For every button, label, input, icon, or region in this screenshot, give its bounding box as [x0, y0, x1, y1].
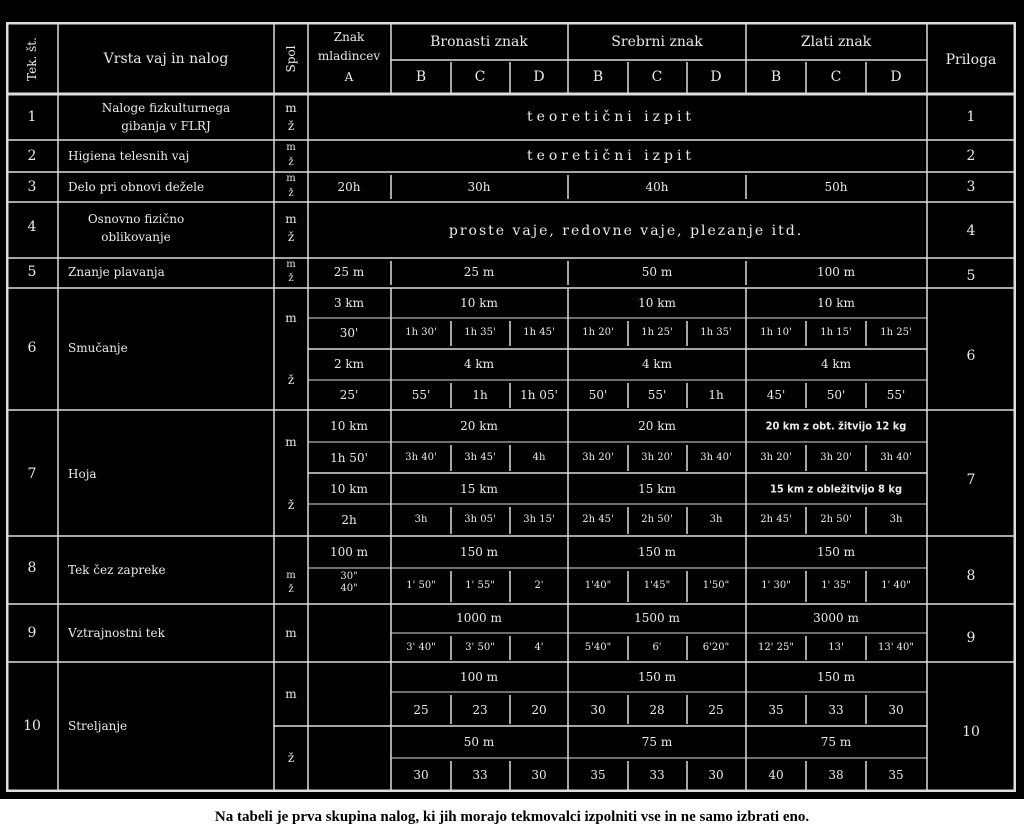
time-value: 3' 50" [465, 642, 495, 653]
time-value: 6' [652, 642, 662, 653]
bronasti-distance: 20 km [460, 419, 498, 433]
gender-label: ž [288, 188, 294, 199]
time-value: 1h 15' [820, 327, 852, 338]
time-value: 3h [889, 514, 903, 525]
zlati-distance: 150 m [816, 545, 856, 559]
score-value: 35 [590, 768, 606, 782]
bronasti-distance: 15 km [460, 482, 498, 496]
header-zlati: Zlati znak [800, 34, 872, 50]
grade-label: B [592, 69, 604, 85]
time-value: 5'40" [584, 642, 612, 653]
row-number: 1 [27, 109, 37, 125]
priloga-number: 4 [966, 223, 976, 239]
time-value: 2' [534, 580, 544, 591]
row-number: 7 [27, 466, 37, 482]
gender-label: m [285, 687, 297, 701]
grade-label: B [415, 69, 427, 85]
srebrni-distance: 1500 m [634, 611, 680, 625]
znak-a-value: 100 m [329, 545, 369, 559]
znak-a-value: 25 m [333, 265, 365, 279]
bronasti-distance: 50 m [463, 735, 495, 749]
score-value: 33 [828, 703, 844, 717]
time-value: 3h 20' [760, 452, 792, 463]
priloga-number: 2 [966, 148, 976, 164]
time-value: 3h 20' [641, 452, 673, 463]
znak-a-value: 3 km [333, 296, 365, 310]
row-number: 6 [27, 340, 37, 356]
grade-label: B [770, 69, 782, 85]
time-value: 3h 40' [700, 452, 732, 463]
time-value: 50' [826, 388, 846, 402]
zlati-distance: 75 m [820, 735, 852, 749]
score-value: 20 [531, 703, 547, 717]
zlati-value: 50h [824, 180, 848, 194]
gender-label: ž [288, 584, 294, 595]
bronasti-distance: 150 m [459, 545, 499, 559]
priloga-number: 9 [966, 630, 976, 646]
zlati-distance: 3000 m [813, 611, 859, 625]
score-value: 25 [708, 703, 724, 717]
bronasti-value: 30h [467, 180, 491, 194]
task-name: Delo pri obnovi dežele [68, 180, 205, 194]
time-value: 1h 30' [405, 327, 437, 338]
srebrni-distance: 15 km [638, 482, 676, 496]
time-value: 1h [708, 388, 724, 402]
gender-label: m [285, 626, 297, 640]
row-number: 5 [27, 264, 37, 280]
gender-label: m [286, 173, 296, 184]
span-text: proste vaje, redovne vaje, plezanje itd. [448, 223, 804, 239]
time-value: 3h 40' [405, 452, 437, 463]
task-name: Znanje plavanja [68, 265, 165, 279]
time-value: 2h 45' [760, 514, 792, 525]
time-value: 4' [534, 642, 544, 653]
score-value: 33 [649, 768, 665, 782]
gender-label: m [285, 101, 297, 115]
header-znak-a-3: A [344, 70, 354, 84]
time-value: 1'50" [702, 580, 730, 591]
time-value: 13' 40" [878, 642, 914, 653]
znak-a-value: 30' [339, 326, 359, 340]
znak-a-value: 2 km [333, 357, 365, 371]
header-bronasti: Bronasti znak [430, 34, 528, 50]
score-value: 40 [768, 768, 784, 782]
time-value: 50' [588, 388, 608, 402]
span-text: teoretični izpit [526, 148, 696, 164]
gender-label: ž [287, 751, 295, 765]
priloga-number: 10 [962, 724, 980, 740]
time-value: 2h 50' [820, 514, 852, 525]
time-value: 1h 25' [641, 327, 673, 338]
bronasti-distance: 4 km [463, 357, 495, 371]
gender-label: m [286, 259, 296, 270]
score-value: 30 [590, 703, 606, 717]
time-value: 3' 40" [406, 642, 436, 653]
time-value: 6'20" [702, 642, 730, 653]
fitness-badge-table [6, 22, 1016, 792]
task-name: Hoja [68, 467, 97, 481]
span-text: teoretični izpit [526, 109, 696, 125]
row-number: 3 [27, 179, 37, 195]
znak-a-value: 40" [340, 583, 358, 594]
time-value: 1' 30" [761, 580, 791, 591]
time-value: 1'45" [643, 580, 671, 591]
gender-label: m [285, 311, 297, 325]
gender-label: m [285, 435, 297, 449]
gender-label: ž [287, 119, 295, 133]
srebrni-value: 40h [645, 180, 669, 194]
zlati-distance: 15 km z obležitvijo 8 kg [769, 482, 903, 496]
score-value: 28 [649, 703, 665, 717]
task-name: gibanja v FLRJ [121, 119, 211, 133]
header-tek-st: Tek. št. [25, 37, 39, 81]
bronasti-distance: 1000 m [456, 611, 502, 625]
znak-a-value: 30" [340, 571, 358, 582]
score-value: 30 [708, 768, 724, 782]
task-name: Tek čez zapreke [68, 563, 166, 577]
znak-a-value: 10 km [330, 482, 368, 496]
priloga-number: 7 [966, 472, 976, 488]
score-value: 30 [531, 768, 547, 782]
score-value: 38 [828, 768, 844, 782]
priloga-number: 8 [966, 568, 976, 584]
task-name: Vztrajnostni tek [68, 626, 165, 640]
srebrni-distance: 4 km [641, 357, 673, 371]
gender-label: ž [288, 273, 294, 284]
task-name: Naloge fizkulturnega [101, 101, 231, 115]
header-spol: Spol [284, 45, 298, 73]
time-value: 1h 20' [582, 327, 614, 338]
grade-label: C [474, 69, 486, 85]
grade-label: D [710, 69, 722, 85]
priloga-number: 5 [966, 268, 976, 284]
score-value: 33 [472, 768, 488, 782]
time-value: 55' [886, 388, 906, 402]
time-value: 1h 45' [523, 327, 555, 338]
score-value: 30 [888, 703, 904, 717]
time-value: 45' [766, 388, 786, 402]
time-value: 1h 25' [880, 327, 912, 338]
time-value: 1' 50" [406, 580, 436, 591]
time-value: 3h 20' [820, 452, 852, 463]
table-caption: Na tabeli je prva skupina nalog, ki jih morajo tekmovalci izpolniti vse in ne samo izbrati eno. [0, 799, 1024, 836]
time-value: 3h [414, 514, 428, 525]
znak-a-value: 2h [341, 513, 357, 527]
gender-label: ž [287, 373, 295, 387]
grade-label: C [651, 69, 663, 85]
gender-label: m [286, 142, 296, 153]
zlati-distance: 10 km [817, 296, 855, 310]
srebrni-value: 50 m [641, 265, 673, 279]
row-number: 4 [27, 219, 37, 235]
time-value: 3h 05' [464, 514, 496, 525]
task-name: Osnovno fizično [87, 212, 185, 226]
row-number: 2 [27, 148, 37, 164]
time-value: 1' 55" [465, 580, 495, 591]
task-name: Smučanje [68, 341, 128, 355]
time-value: 13' [828, 642, 844, 653]
time-value: 3h 20' [582, 452, 614, 463]
srebrni-distance: 150 m [637, 545, 677, 559]
time-value: 4h [532, 452, 546, 463]
row-number: 8 [27, 560, 37, 576]
znak-a-value: 25' [339, 388, 359, 402]
time-value: 55' [411, 388, 431, 402]
priloga-number: 1 [966, 109, 976, 125]
time-value: 1h 10' [760, 327, 792, 338]
time-value: 2h 45' [582, 514, 614, 525]
bronasti-distance: 10 km [460, 296, 498, 310]
znak-a-value: 10 km [330, 419, 368, 433]
time-value: 3h 45' [464, 452, 496, 463]
grade-label: D [890, 69, 902, 85]
gender-label: ž [288, 157, 294, 168]
srebrni-distance: 75 m [641, 735, 673, 749]
bronasti-distance: 100 m [459, 670, 499, 684]
task-name: Higiena telesnih vaj [68, 149, 190, 163]
table-grid [6, 22, 1016, 792]
time-value: 3h [709, 514, 723, 525]
zlati-distance: 150 m [816, 670, 856, 684]
score-value: 35 [888, 768, 904, 782]
time-value: 55' [647, 388, 667, 402]
znak-a-value: 1h 50' [330, 451, 368, 465]
time-value: 1' 35" [821, 580, 851, 591]
time-value: 2h 50' [641, 514, 673, 525]
gender-label: ž [287, 498, 295, 512]
score-value: 35 [768, 703, 784, 717]
header-srebrni: Srebrni znak [611, 34, 703, 50]
gender-label: m [285, 212, 297, 226]
gender-label: m [286, 570, 296, 581]
grade-label: D [533, 69, 545, 85]
znak-a-value: 20h [337, 180, 361, 194]
time-value: 1' 40" [881, 580, 911, 591]
time-value: 1h 35' [700, 327, 732, 338]
zlati-distance: 4 km [820, 357, 852, 371]
srebrni-distance: 10 km [638, 296, 676, 310]
task-name: Streljanje [68, 719, 128, 733]
zlati-value: 100 m [816, 265, 856, 279]
time-value: 3h 15' [523, 514, 555, 525]
score-value: 25 [413, 703, 429, 717]
header-znak-a-1: Znak [333, 30, 365, 44]
task-name: oblikovanje [101, 230, 171, 244]
priloga-number: 3 [966, 179, 976, 195]
time-value: 3h 40' [880, 452, 912, 463]
time-value: 12' 25" [758, 642, 794, 653]
priloga-number: 6 [966, 348, 976, 364]
time-value: 1h 35' [464, 327, 496, 338]
gender-label: ž [287, 230, 295, 244]
header-vrsta: Vrsta vaj in nalog [103, 51, 229, 67]
grade-label: C [830, 69, 842, 85]
time-value: 1h 05' [520, 388, 558, 402]
time-value: 1'40" [584, 580, 612, 591]
bronasti-value: 25 m [463, 265, 495, 279]
row-number: 9 [27, 625, 37, 641]
srebrni-distance: 150 m [637, 670, 677, 684]
row-number: 10 [23, 718, 41, 734]
score-value: 23 [472, 703, 488, 717]
zlati-distance: 20 km z obt. žitvijo 12 kg [765, 419, 907, 433]
srebrni-distance: 20 km [638, 419, 676, 433]
time-value: 1h [472, 388, 488, 402]
header-priloga: Priloga [945, 52, 997, 68]
header-znak-a-2: mladincev [317, 49, 381, 63]
score-value: 30 [413, 768, 429, 782]
